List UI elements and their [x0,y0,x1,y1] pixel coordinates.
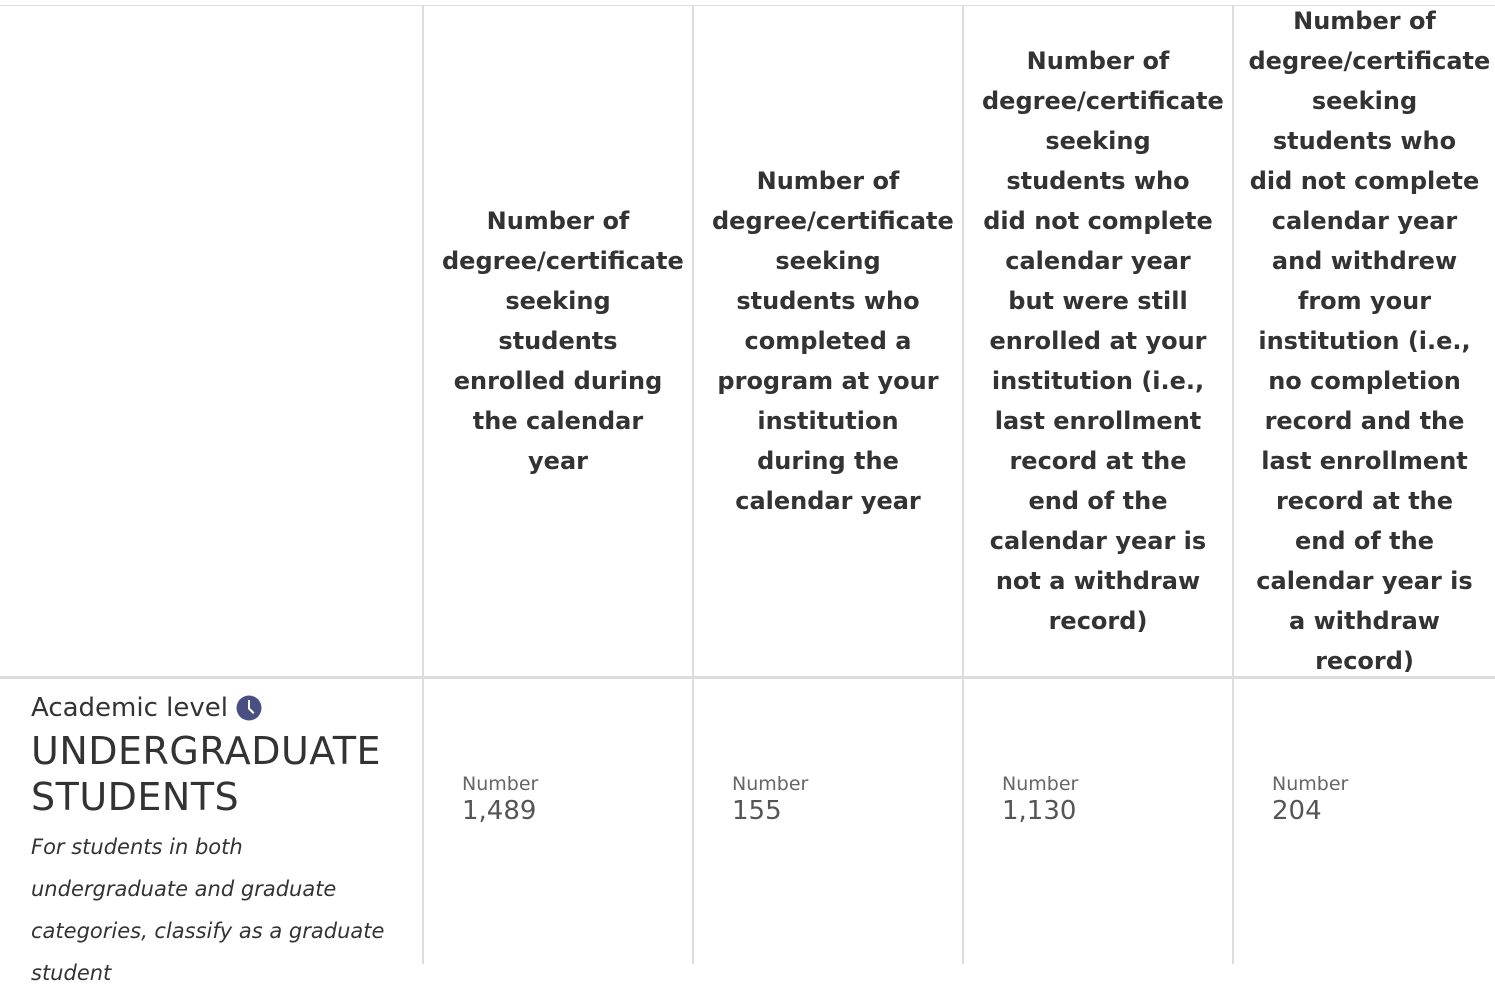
value-cell-enrolled [462,772,538,826]
header-withdrew [1234,6,1495,676]
value-cell-withdrew [1272,772,1348,826]
row-header-undergraduate [31,690,401,994]
value-cell-completed [732,772,808,826]
header-still-enrolled-text: Number of degree/certificate seeking students who did not complete calendar year but were still enrolled at your institution (i.e., last enrollment record at the end of the calendar year is not a withdraw record) [982,47,1224,635]
number-value-enrolled[interactable]: 1,489 [462,796,537,826]
header-enrolled [424,6,692,676]
row-divider [0,676,1495,679]
header-completed-text: Number of degree/certificate seeking students who completed a program at your institution during the calendar year [712,167,954,515]
number-value-completed[interactable]: 155 [732,796,782,826]
level-note: For students in both undergraduate and graduate categories, classify as a graduate student [31,835,385,985]
number-label: Number [732,773,809,795]
number-label: Number [1272,773,1349,795]
header-completed [694,6,962,676]
value-cell-still-enrolled [1002,772,1078,826]
number-label: Number [462,773,539,795]
clock-icon[interactable] [236,695,262,721]
number-value-still-enrolled[interactable]: 1,130 [1002,796,1077,826]
number-label: Number [1002,773,1079,795]
number-value-withdrew[interactable]: 204 [1272,796,1322,826]
level-title: UNDERGRADUATE STUDENTS [31,729,382,819]
header-still-enrolled [964,6,1232,676]
header-withdrew-text: Number of degree/certificate seeking students who did not complete calendar year and withdrew from your institution (i.e., no completion record and the last enrollment record at the end of the calendar year is a withdraw record) [1248,7,1491,675]
header-enrolled-text: Number of degree/certificate seeking students enrolled during the calendar year [442,207,684,475]
academic-level-label: Academic level [31,693,228,723]
academic-level-label-wrap [31,690,401,726]
header-row [0,6,1495,676]
